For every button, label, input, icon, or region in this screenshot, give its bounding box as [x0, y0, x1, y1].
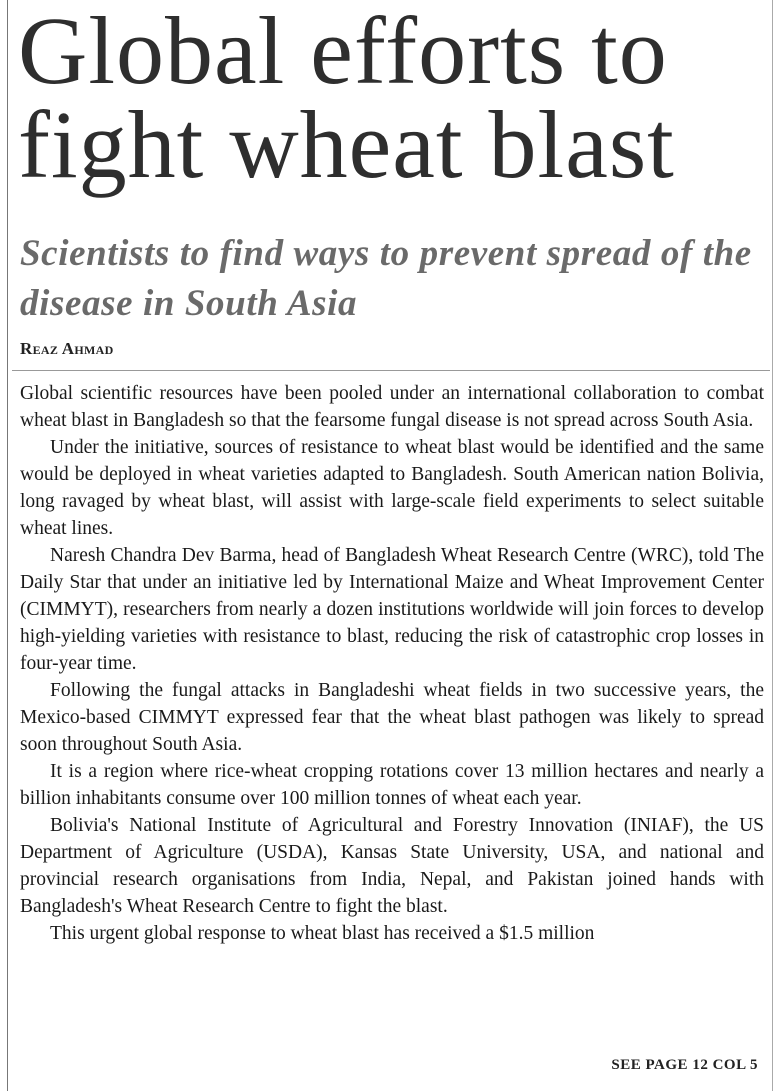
headline: Global efforts to fight wheat blast: [18, 0, 675, 198]
left-column-rule: [7, 0, 8, 1091]
body-paragraph: Naresh Chandra Dev Barma, head of Bangladesh Wheat Research Centre (WRC), told The Daily Star that under an initiative led by International Maize and Wheat Improvement Center (CIMMYT), researchers from nearly a dozen institutions worldwide will join forces to develop high-yielding varieties with resistance to blast, reducing the risk of catastrophic crop losses in four-year time.: [20, 545, 764, 674]
byline: Reaz Ahmad: [20, 339, 114, 358]
subheadline: Scientists to find ways to prevent spread of the disease in South Asia: [20, 233, 752, 324]
right-column-rule: [772, 0, 773, 1091]
body-paragraph: It is a region where rice-wheat cropping rotations cover 13 million hectares and nearly a billion inhabitants consume over 100 million tonnes of wheat each year.: [20, 761, 764, 809]
continuation-link[interactable]: SEE PAGE 12 COL 5: [611, 1057, 758, 1073]
body-paragraph: Following the fungal attacks in Bangladeshi wheat fields in two successive years, the Mexico-based CIMMYT expressed fear that the wheat blast pathogen was likely to spread soon throughout South Asia.: [20, 680, 764, 755]
body-paragraph: Bolivia's National Institute of Agricultural and Forestry Innovation (INIAF), the US Department of Agriculture (USDA), Kansas State University, USA, and national and provincial research organisations from India, Nepal, and Pakistan joined hands with Bangladesh's Wheat Research Centre to fight the blast.: [20, 815, 764, 917]
body-paragraph: This urgent global response to wheat blast has received a $1.5 million: [50, 923, 595, 944]
byline-divider: [12, 370, 770, 371]
body-paragraph: Under the initiative, sources of resistance to wheat blast would be identified and the same would be deployed in wheat varieties adapted to Bangladesh. South American nation Bolivia, long ravaged by wheat blast, will assist with large-scale field experiments to select suitable wheat lines.: [20, 437, 764, 539]
article-body: [20, 380, 764, 1060]
body-paragraph: Global scientific resources have been pooled under an international collaboration to combat wheat blast in Bangladesh so that the fearsome fungal disease is not spread across South Asia.: [20, 383, 764, 431]
